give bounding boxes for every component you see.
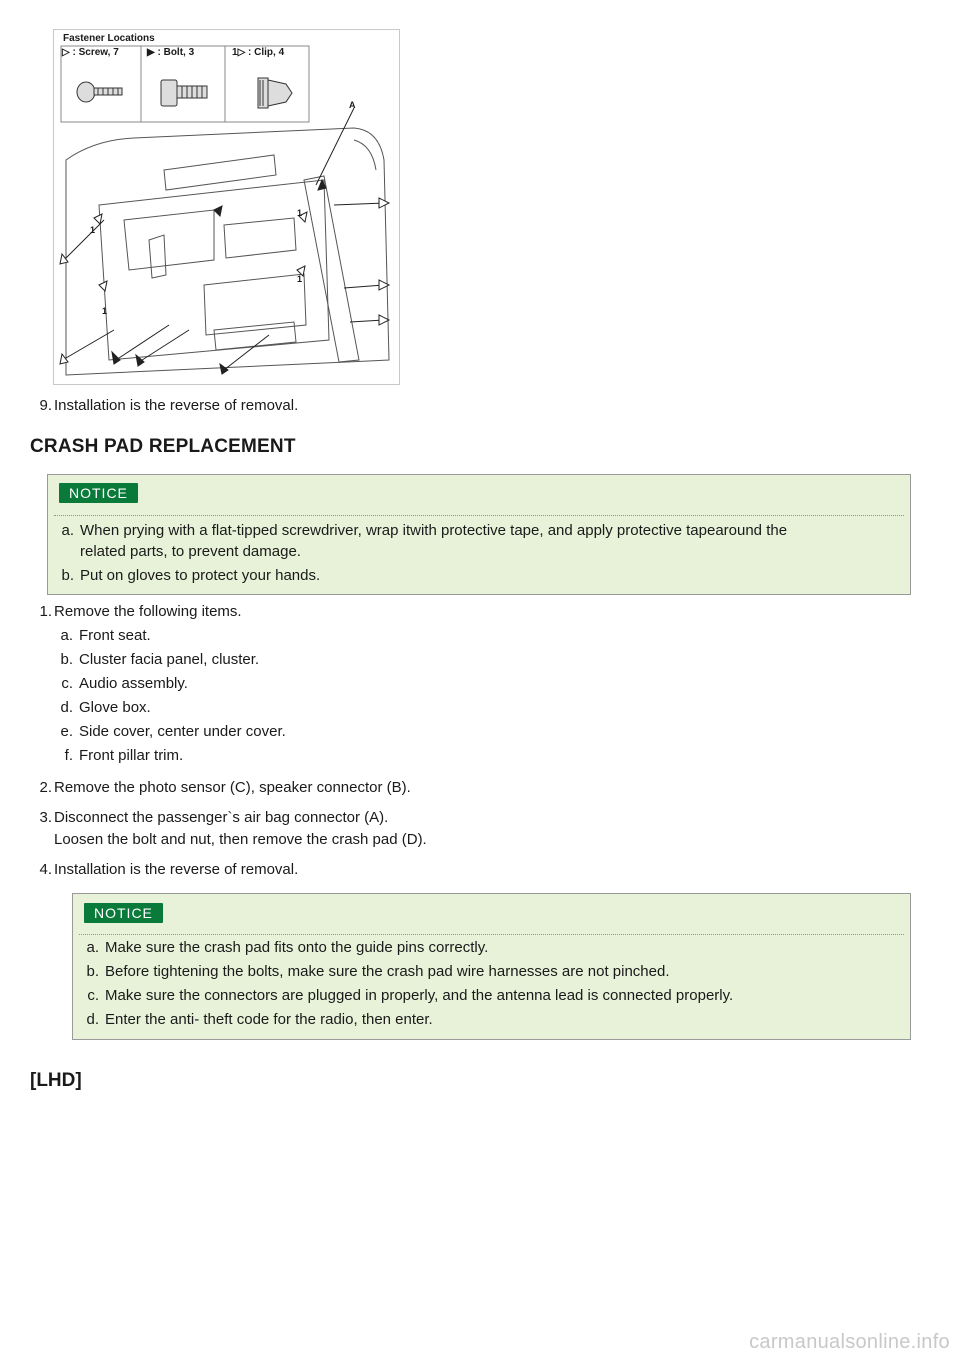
bolt-legend-text: : Bolt, 3 <box>157 47 195 58</box>
substep-label: f. <box>64 747 73 764</box>
notice-item <box>56 521 896 561</box>
substep-text: Cluster facia panel, cluster. <box>79 651 260 668</box>
legend-title: Fastener Locations <box>63 33 155 44</box>
notice-item-label: c. <box>87 987 99 1004</box>
notice-item <box>81 1010 901 1030</box>
notice-box <box>72 893 911 1040</box>
notice-item-text: Before tightening the bolts, make sure the crash pad wire harnesses are not pinched. <box>105 963 670 980</box>
notice-item <box>56 566 896 586</box>
open-triangle-icon: ▷ <box>62 47 70 58</box>
callout-1: 1 <box>297 208 303 218</box>
notice-item <box>81 962 901 982</box>
substep-text: Front pillar trim. <box>79 747 184 764</box>
section-title: CRASH PAD REPLACEMENT <box>30 436 296 457</box>
clip-legend <box>232 47 284 58</box>
callout-1: 1 <box>102 306 108 316</box>
step-number: 4. <box>39 861 52 878</box>
notice-item-text: Make sure the connectors are plugged in properly, and the antenna lead is connected properly. <box>105 987 734 1004</box>
crash-pad-line-drawing <box>54 30 399 384</box>
screw-legend <box>62 47 119 58</box>
notice-item-text: Make sure the crash pad fits onto the guide pins correctly. <box>105 939 489 956</box>
notice-divider <box>79 934 904 935</box>
bolt-legend <box>147 47 194 58</box>
clip-legend-text: : Clip, 4 <box>248 47 285 58</box>
notice-item <box>81 986 901 1006</box>
substep-label: e. <box>60 723 73 740</box>
step-text: Disconnect the passenger`s air bag connector (A). <box>54 809 389 826</box>
notice-item-label: a. <box>61 522 74 539</box>
callout-1: 1 <box>297 274 303 284</box>
substep-text: Audio assembly. <box>79 675 188 692</box>
notice-box <box>47 474 911 595</box>
notice-item-text: When prying with a flat-tipped screwdriver, wrap itwith protective tape, and apply protective tapearound the <box>80 522 788 539</box>
bolt-icon <box>161 80 207 106</box>
notice-item-label: a. <box>86 939 99 956</box>
lhd-subheading: [LHD] <box>30 1070 82 1091</box>
screw-legend-text: : Screw, 7 <box>72 47 119 58</box>
clip-icon <box>258 78 292 108</box>
step-text: Remove the photo sensor (C), speaker connector (B). <box>54 779 411 796</box>
notice-item-label: b. <box>61 567 74 584</box>
notice-item-text: Enter the anti- theft code for the radio, then enter. <box>105 1011 433 1028</box>
notice-item-label: d. <box>86 1011 99 1028</box>
step-text: Remove the following items. <box>54 603 242 620</box>
notice-item-label: b. <box>86 963 99 980</box>
callout-1: 1 <box>90 225 96 235</box>
substep-label: d. <box>60 699 73 716</box>
substep-label: a. <box>60 627 73 644</box>
fastener-locations-figure <box>53 29 400 385</box>
substep-text: Side cover, center under cover. <box>79 723 286 740</box>
notice-badge: NOTICE <box>84 903 163 923</box>
step-text: Installation is the reverse of removal. <box>54 397 299 414</box>
substep-label: b. <box>60 651 73 668</box>
step-text-continued: Loosen the bolt and nut, then remove the crash pad (D). <box>54 831 427 848</box>
open-triangle-icon: ▷ <box>237 47 246 58</box>
watermark: carmanualsonline.info <box>749 1331 950 1353</box>
step-number: 1. <box>39 603 52 620</box>
step-number: 2. <box>39 779 52 796</box>
notice-divider <box>54 515 904 516</box>
clip-prefix: 1 <box>232 47 238 58</box>
notice-item-text-continued: related parts, to prevent damage. <box>80 543 301 560</box>
substep-text: Glove box. <box>79 699 151 716</box>
screw-icon <box>77 82 122 102</box>
notice-badge: NOTICE <box>59 483 138 503</box>
substep-text: Front seat. <box>79 627 151 644</box>
substep-label: c. <box>61 675 73 692</box>
filled-triangle-icon: ▶ <box>147 47 155 58</box>
callout-a: A <box>349 100 356 110</box>
step-number: 9. <box>39 397 52 414</box>
notice-item <box>81 938 901 958</box>
notice-item-text: Put on gloves to protect your hands. <box>80 567 321 584</box>
step-number: 3. <box>39 809 52 826</box>
step-text: Installation is the reverse of removal. <box>54 861 299 878</box>
